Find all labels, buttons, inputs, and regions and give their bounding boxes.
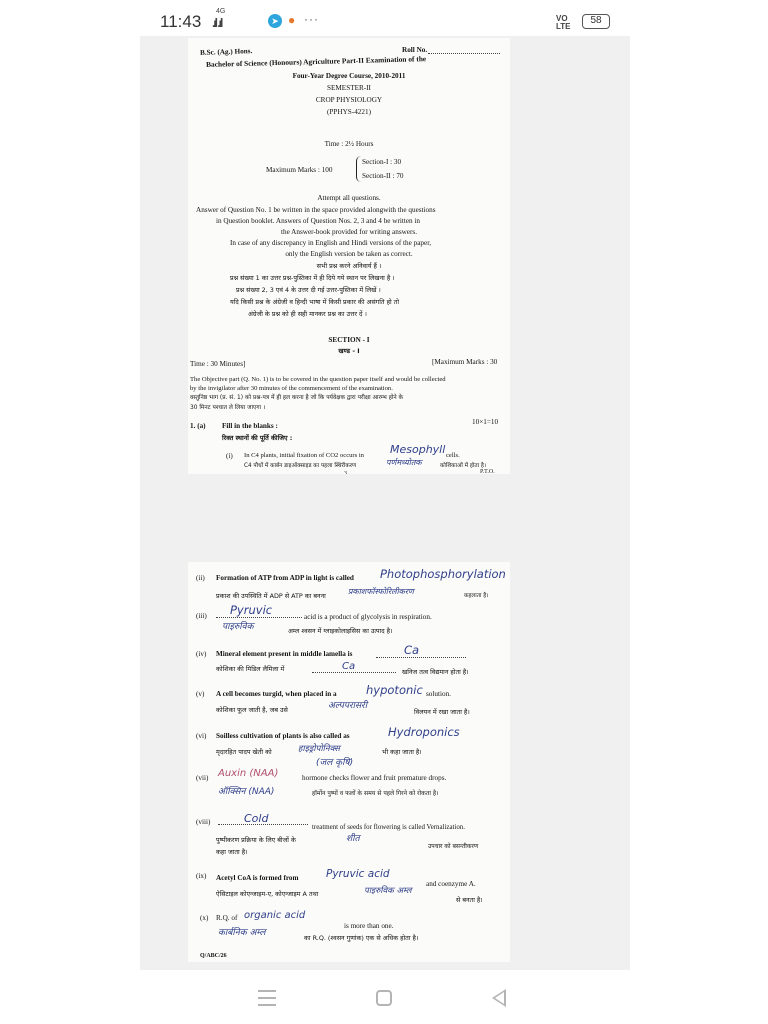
handwritten-note: (जल कृषि): [316, 758, 354, 768]
handwritten-answer-hindi: अल्पपरासरी: [328, 701, 368, 711]
item-text: acid is a product of glycolysis in respiration.: [304, 613, 432, 621]
program-label: B.Sc. (Ag.) Hons.: [199, 47, 253, 57]
battery-icon: 58: [582, 14, 610, 29]
back-icon[interactable]: [492, 989, 506, 1007]
hindi-instruction: प्रश्न संख्या 2, 3 एवं 4 के उत्तर दी गई उत्तर-पुस्तिका में लिखें ।: [236, 286, 381, 294]
status-bar: [0, 0, 768, 40]
item-text: A cell becomes turgid, when placed in a: [216, 690, 337, 698]
handwritten-answer-hindi: पर्णमध्योतक: [386, 458, 422, 467]
item-number: (ix): [196, 872, 207, 880]
footer-code: Q/ABC/26: [200, 953, 227, 959]
item-text-hindi: कोशिका फूल जाती है, जब उसे: [216, 706, 288, 714]
navigation-bar: [0, 972, 768, 1024]
instruction-line: In case of any discrepancy in English and Hindi versions of the paper,: [230, 239, 432, 247]
handwritten-answer: Photophosphorylation: [380, 567, 506, 581]
instruction-line: in Question booklet. Answers of Question Nos. 2, 3 and 4 be written in: [216, 217, 421, 225]
handwritten-answer: hypotonic: [366, 683, 423, 697]
handwritten-answer-hindi: प्रकाशफॉस्फोरिलीकरण: [348, 587, 414, 596]
instruction-line: only the English version be taken as correct.: [285, 250, 413, 258]
home-icon[interactable]: [376, 990, 392, 1006]
item-text-hindi: भी कहा जाता है।: [382, 748, 422, 756]
network-type: 4G: [216, 8, 226, 15]
exam-page-2: [188, 562, 510, 962]
handwritten-answer-hindi: पाइरुविक: [222, 622, 254, 632]
item-text: and coenzyme A.: [426, 880, 476, 888]
objective-note-hindi: वस्तुनिष्ठ भाग (प्र. सं. 1) को प्रश्न-पत्र में ही हल करना है जो कि पर्यवेक्षक द्वारा परीक्षा आरम्भ होने के: [190, 395, 404, 401]
objective-note: by the invigilator after 30 minutes of the commencement of the examination.: [190, 385, 393, 392]
location-icon: ●: [288, 13, 296, 27]
section1-marks: Section-I : 30: [362, 158, 402, 166]
handwritten-answer: Ca: [404, 643, 420, 657]
handwritten-answer-hindi: ऑक्सिन (NAA): [218, 787, 275, 797]
item-text: Mineral element present in middle lamella is: [216, 650, 353, 658]
item-text-hindi: खनिज तत्व विद्यमान होता है।: [402, 668, 469, 676]
pto-label: P.T.O.: [480, 469, 495, 474]
item-text: Formation of ATP from ADP in light is called: [216, 574, 354, 582]
answer-blank: [376, 657, 466, 658]
item-text: solution.: [426, 690, 451, 698]
handwritten-answer-hindi: हाइड्रोपोनिक्स: [298, 744, 340, 754]
item-text-hindi: से बनता है।: [456, 896, 483, 904]
subject-code: (PPHYS-4221): [327, 108, 371, 116]
item-text-hindi: कहा जाता है।: [216, 848, 248, 856]
section2-marks: Section-II : 70: [362, 172, 404, 180]
handwritten-answer: Pyruvic acid: [326, 868, 390, 880]
item-text-hindi: कोशिकाओं में होता है।: [440, 463, 487, 469]
handwritten-answer-hindi: शीत: [346, 834, 360, 844]
volte-icon: VO LTE: [556, 14, 571, 31]
objective-note: The Objective part (Q. No. 1) is to be covered in the question paper itself and would be collected: [190, 376, 446, 383]
instruction-line: Attempt all questions.: [317, 194, 381, 202]
maximum-marks: Maximum Marks : 100: [266, 166, 333, 174]
handwritten-answer: Hydroponics: [388, 725, 460, 739]
hindi-instruction: अंग्रेजी के प्रश्न को ही सही मानकर प्रश्न का उत्तर दें ।: [248, 310, 367, 318]
item-number: (ii): [196, 574, 205, 582]
status-time: 11:43: [160, 12, 202, 31]
item-text: Soilless cultivation of plants is also called as: [216, 732, 350, 740]
subject: CROP PHYSIOLOGY: [315, 96, 383, 104]
roll-number-label: Roll No.: [402, 46, 428, 54]
item-text: Acetyl CoA is formed from: [216, 874, 299, 882]
handwritten-answer: Cold: [244, 812, 269, 825]
question-number: 1. (a): [190, 422, 206, 430]
objective-note-hindi: 30 मिनट पश्चात ले लिया जाएगा ।: [190, 405, 266, 411]
item-number: (vii): [196, 774, 209, 782]
item-text-hindi: प्रकाश की उपस्थिति में ADP से ATP का बनना: [216, 592, 326, 600]
item-text-hindi: हॉर्मोन पुष्पों व फलों के समय से पहले गिरने को रोकता है।: [312, 790, 439, 797]
item-text: cells.: [446, 452, 460, 459]
exam-course: Four-Year Degree Course, 2010-2011: [292, 72, 406, 80]
instruction-line: the Answer-book provided for writing answers.: [281, 228, 417, 236]
item-number: (v): [196, 690, 205, 698]
hindi-instruction: प्रश्न संख्या 1 का उत्तर प्रश्न-पुस्तिका में ही दिये गये स्थान पर लिखना है ।: [230, 274, 395, 282]
item-text-hindi: उपचार को बसन्तीकरण: [428, 843, 479, 850]
item-text: In C4 plants, initial fixation of CO2 occurs in: [244, 452, 364, 459]
item-number: (vi): [196, 732, 207, 740]
question-instruction-hindi: रिक्त स्थानों की पूर्ति कीजिए :: [222, 434, 293, 442]
handwritten-answer-hindi: कार्बनिक अम्ल: [218, 928, 266, 938]
answer-blank: [216, 617, 302, 618]
item-text: is more than one.: [344, 922, 394, 930]
item-text-hindi: मृदारहित पादप खेती को: [216, 748, 272, 756]
recent-apps-icon[interactable]: [258, 990, 276, 1006]
handwritten-answer-hindi: पाइरुविक अम्ल: [364, 886, 412, 896]
handwritten-answer-hindi: Ca: [342, 661, 356, 672]
item-text-hindi: कहलाता है।: [464, 593, 489, 599]
item-text-hindi: C4 पौधों में कार्बन डाइऑक्साइड का पहला स्थिरीकरण: [244, 463, 357, 469]
item-number: (i): [226, 452, 233, 460]
answer-blank: [312, 672, 396, 673]
section-heading-hindi: खण्ड - I: [338, 347, 360, 355]
page-number: 3: [344, 471, 347, 474]
item-text-hindi: अम्ल श्वसन में ग्लाइकोलाइसिस का उत्पाद है।: [288, 627, 393, 635]
exam-page-1: [188, 38, 510, 474]
handwritten-answer: Auxin (NAA): [218, 768, 279, 779]
handwritten-answer: Mesophyll: [390, 443, 446, 456]
item-text-hindi: कोशिका की मिडिल लैमिला में: [216, 665, 285, 673]
item-number: (viii): [196, 818, 211, 826]
instruction-line: Answer of Question No. 1 be written in the space provided alongwith the questions: [196, 206, 436, 214]
item-number: (iv): [196, 650, 207, 658]
roll-number-field: [428, 53, 500, 54]
question-marks: 10×1=10: [472, 418, 499, 426]
telegram-icon: ➤: [268, 14, 282, 28]
item-text-hindi: विलयन में रखा जाता है।: [414, 708, 470, 716]
section-max-marks: [Maximum Marks : 30: [432, 358, 498, 366]
question-instruction: Fill in the blanks :: [222, 422, 278, 430]
item-text-hindi: का R.Q. (श्वसन गुणांक) एक से अधिक होता है।: [304, 934, 419, 942]
handwritten-answer: organic acid: [244, 910, 306, 921]
answer-blank: [218, 824, 308, 825]
hindi-instruction: यदि किसी प्रश्न के अंग्रेजी व हिन्दी भाषा में किसी प्रकार की असंगति हो तो: [230, 298, 399, 306]
item-text-hindi: ऐसिटाइल कोएन्जाइम-ए, कोएन्जाइम A तथा: [216, 890, 319, 898]
signal-icon: .ıl .ıl: [212, 16, 222, 30]
item-number: (iii): [196, 612, 207, 620]
section-heading: SECTION - I: [328, 336, 370, 344]
section-time: Time : 30 Minutes]: [190, 360, 246, 368]
item-text: treatment of seeds for flowering is called Vernalization.: [312, 824, 465, 831]
item-text: R.Q. of: [216, 914, 238, 922]
more-notifications: ···: [304, 12, 319, 26]
item-number: (x): [200, 914, 209, 922]
item-text-hindi: पुष्पीकरण प्रक्रिया के लिए बीजों के: [216, 836, 296, 844]
exam-time: Time : 2½ Hours: [324, 140, 374, 148]
exam-title: Bachelor of Science (Honours) Agriculture Part-II Examination of the: [205, 54, 427, 69]
hindi-instruction: सभी प्रश्न करने अनिवार्य हैं ।: [316, 262, 382, 270]
handwritten-answer: Pyruvic: [230, 603, 273, 617]
marks-bracket: [356, 156, 361, 182]
semester: SEMESTER-II: [327, 84, 371, 92]
item-text: hormone checks flower and fruit premature drops.: [302, 774, 447, 782]
